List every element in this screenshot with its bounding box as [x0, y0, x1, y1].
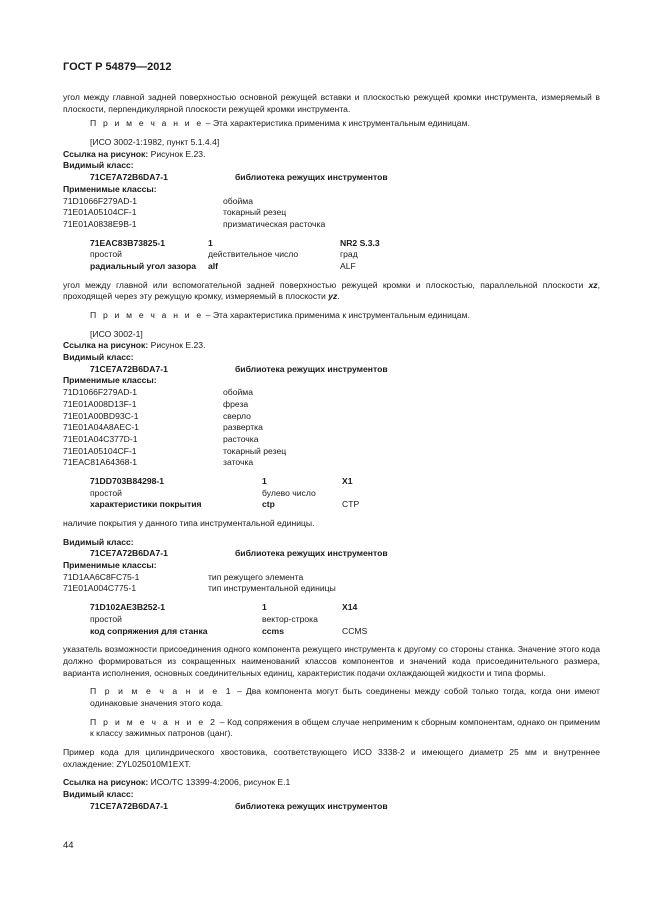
applicable-classes-list [63, 572, 600, 595]
note-text: – Код сопряжения в общем случае неприменим к сборным компонентам, однако он применим к классу зажимных патронов (цанг). [90, 716, 600, 739]
class-name: расточка [223, 433, 259, 444]
figure-reference-label: Ссылка на рисунок: [63, 148, 149, 159]
class-code: 71E01A008D13F-1 [63, 398, 137, 409]
visible-class-name: библиотека режущих инструментов [235, 800, 388, 811]
property-kind: простой [90, 249, 122, 260]
class-name: токарный резец [223, 207, 287, 218]
property-type: вектор-строка [262, 613, 318, 624]
property-row-2 [90, 249, 600, 261]
property-unit: град [340, 249, 358, 260]
visible-class-code: 71CE7A72B6DA7-1 [90, 363, 168, 374]
class-name: обойма [223, 387, 253, 398]
property-row-3 [90, 499, 600, 511]
property-row-1 [90, 238, 600, 250]
property-row-1 [90, 476, 600, 488]
class-code: 71E01A00BD93C-1 [63, 410, 139, 421]
class-name: тип инструментальной единицы [208, 583, 336, 594]
class-code: 71E01A0838E9B-1 [63, 218, 137, 229]
property-type: действительное число [208, 249, 299, 260]
property-name: код сопряжения для станка [90, 625, 208, 636]
class-row [63, 572, 600, 584]
figure-reference [63, 340, 600, 352]
class-name: заточка [223, 457, 254, 468]
figure-reference-label: Ссылка на рисунок: [63, 777, 149, 788]
class-row [63, 446, 600, 458]
property-format: NR2 S.3.3 [340, 237, 380, 248]
definition-text: наличие покрытия у данного типа инструментальной единицы. [63, 518, 315, 528]
example-text: Пример кода для цилиндрического хвостовика, соответствующего ИСО 3338-2 и имеющего диаметр 25 мм и внутреннее охлаждение: ZYL025010M1EXT. [63, 747, 600, 769]
property-name: радиальный угол зазора [90, 260, 196, 271]
property-block [63, 476, 600, 511]
property-version: 1 [262, 475, 267, 486]
class-row [63, 457, 600, 469]
property-block [63, 238, 600, 273]
class-name: тип режущего элемента [208, 571, 304, 582]
note-label: П р и м е ч а н и е 2 [90, 716, 218, 727]
class-code: 71E01A004C775-1 [63, 583, 137, 594]
definition-text: угол между главной задней поверхностью основной режущей вставки и плоскостью режущей кромки инструмента, измеряемый в плоскости, перпендикулярной плоскости режущей кромки инструмента. [63, 92, 600, 114]
class-code: 71D1066F279AD-1 [63, 387, 138, 398]
visible-class-row [63, 172, 600, 184]
property-row-3 [90, 626, 600, 638]
visible-class-row [63, 801, 600, 813]
class-row [63, 411, 600, 423]
property-code: 71EAC83B73825-1 [90, 237, 166, 248]
class-code: 71D1066F279AD-1 [63, 195, 138, 206]
source-reference: [ИСО 3002-1:1982, пункт 5.1.4.4] [90, 137, 220, 148]
class-code: 71E01A05104CF-1 [63, 445, 137, 456]
visible-class-row [63, 548, 600, 560]
property-version: 1 [262, 602, 267, 613]
class-row [63, 422, 600, 434]
note [63, 310, 600, 322]
property-abbreviation: CCMS [342, 625, 368, 636]
class-code: 71E01A04C377D-1 [63, 433, 138, 444]
class-code: 71EAC81A64368-1 [63, 457, 138, 468]
property-kind: простой [90, 487, 122, 498]
note-text: – Два компонента могут быть соединены между собой только тогда, когда они имеют одинаковые значения этого кода. [90, 686, 600, 708]
note [63, 118, 600, 130]
property-type: булево число [262, 487, 316, 498]
visible-class-label: Видимый класс: [63, 160, 134, 171]
definition-text: указатель возможности присоединения одного компонента режущего инструмента к другому со стороны станка. Значение этого кода должно формироваться из сокращенных наименований классов компонентов и значений кода присоединительного размера, варианта исполнения, основных соединительных единиц, характеристик подачи охлаждающей жидкости и типа формы. [63, 644, 600, 678]
property-format: X14 [342, 602, 358, 613]
note-label: П р и м е ч а н и е 1 [90, 686, 233, 697]
property-kind: простой [90, 613, 122, 624]
property-block [63, 602, 600, 637]
page-header: ГОСТ Р 54879—2012 [63, 61, 172, 73]
visible-class-label: Видимый класс: [63, 352, 134, 363]
visible-class-name: библиотека режущих инструментов [235, 172, 388, 183]
visible-class-name: библиотека режущих инструментов [235, 363, 388, 374]
property-abbreviation: ALF [340, 260, 356, 271]
page-body [63, 92, 600, 812]
property-symbol: ctp [262, 499, 275, 510]
visible-class-code: 71CE7A72B6DA7-1 [90, 548, 168, 559]
class-name: сверло [223, 410, 251, 421]
class-row [63, 219, 600, 231]
property-row-1 [90, 602, 600, 614]
class-row [63, 434, 600, 446]
property-name: характеристики покрытия [90, 499, 202, 510]
property-code: 71D102AE3B252-1 [90, 602, 166, 613]
property-row-3 [90, 261, 600, 273]
source-reference: [ИСО 3002-1] [90, 328, 143, 339]
note-label: П р и м е ч а н и е [90, 310, 204, 320]
figure-reference [63, 149, 600, 161]
visible-class-row [63, 364, 600, 376]
property-row-2 [90, 488, 600, 500]
applicable-classes-list [63, 196, 600, 231]
visible-class-name: библиотека режущих инструментов [235, 548, 388, 559]
property-version: 1 [208, 237, 213, 248]
property-abbreviation: CTP [342, 499, 360, 510]
applicable-classes-label: Применимые классы: [63, 183, 157, 194]
class-row [63, 207, 600, 219]
property-format: X1 [342, 475, 353, 486]
class-name: обойма [223, 195, 253, 206]
class-code: 71E01A04A8AEC-1 [63, 422, 139, 433]
class-row [63, 583, 600, 595]
figure-reference-label: Ссылка на рисунок: [63, 340, 149, 351]
figure-reference-value: Рисунок E.23. [148, 340, 206, 351]
visible-class-code: 71CE7A72B6DA7-1 [90, 800, 168, 811]
property-symbol: alf [208, 260, 219, 271]
class-row [63, 387, 600, 399]
visible-class-code: 71CE7A72B6DA7-1 [90, 172, 168, 183]
class-name: призматическая расточка [223, 218, 326, 229]
class-name: фреза [223, 398, 249, 409]
property-symbol: ccms [262, 625, 284, 636]
page-number: 44 [63, 840, 74, 851]
note-2 [63, 717, 600, 740]
note-label: П р и м е ч а н и е [90, 118, 204, 129]
visible-class-label: Видимый класс: [63, 789, 134, 800]
definition-text: угол между главной или вспомогательной задней поверхностью режущей кромки и плоскостью, параллельной плоскости xz, проходящей через эту режущую кромку, измеряемый в плоскости yz. [63, 279, 600, 302]
class-code: 71E01A05104CF-1 [63, 207, 137, 218]
note-1 [63, 686, 600, 709]
applicable-classes-label: Применимые классы: [63, 375, 157, 386]
class-row [63, 196, 600, 208]
visible-class-label: Видимый класс: [63, 536, 134, 547]
property-row-2 [90, 614, 600, 626]
class-name: развертка [223, 422, 263, 433]
figure-reference-value: ИСО/ТС 13399-4:2006, рисунок E.1 [148, 777, 291, 788]
figure-reference [63, 777, 600, 789]
class-code: 71D1AA6C8FC75-1 [63, 571, 140, 582]
note-text: – Эта характеристика применима к инструментальным единицам. [203, 310, 470, 320]
figure-reference-value: Рисунок E.23. [148, 148, 206, 159]
applicable-classes-list [63, 387, 600, 469]
class-name: токарный резец [223, 445, 287, 456]
applicable-classes-label: Применимые классы: [63, 560, 157, 571]
property-code: 71DD703B84298-1 [90, 475, 165, 486]
note-text: – Эта характеристика применима к инструментальным единицам. [203, 118, 470, 129]
class-row [63, 399, 600, 411]
